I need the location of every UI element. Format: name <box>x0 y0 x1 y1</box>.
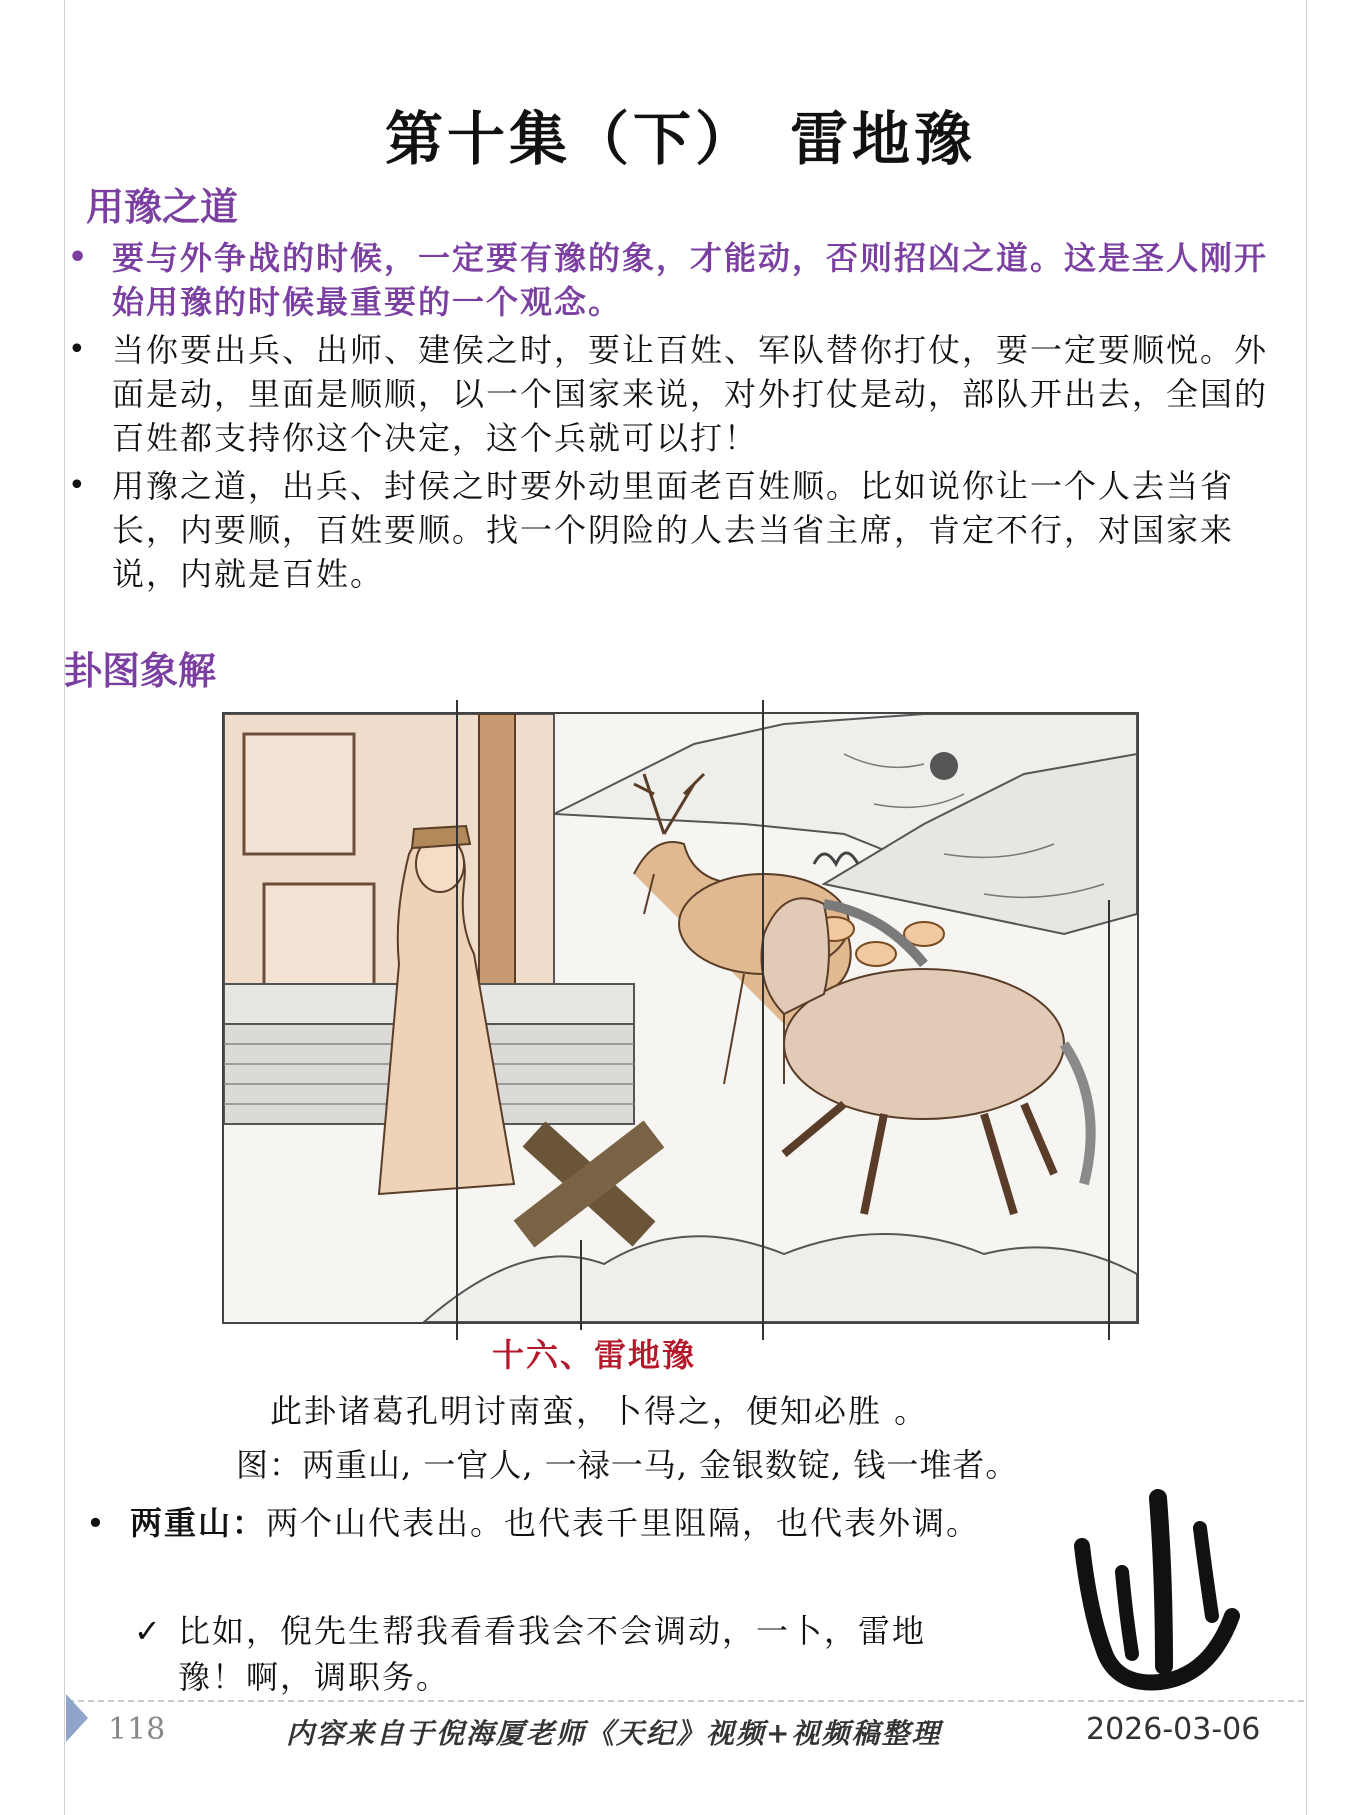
bullet-icon: • <box>68 240 90 275</box>
bullet-text: 用豫之道，出兵、封侯之时要外动里面老百姓顺。比如说你让一个人去当省长，内要顺，百姓要顺。找一个阴险的人去当省主席，肯定不行，对国家来说，内就是百姓。 <box>112 467 1235 593</box>
point-text: 两个山代表出。也代表千里阻隔，也代表外调。 <box>266 1504 981 1542</box>
bullet-icon: • <box>68 332 88 367</box>
footer-source: 内容来自于倪海厦老师《天纪》视频+视频稿整理 <box>286 1717 942 1750</box>
footer-divider <box>68 1700 1304 1702</box>
illustration-image <box>224 714 1137 1322</box>
bullet-list <box>64 236 1284 600</box>
page-border-right <box>1306 0 1307 1815</box>
checkmark-icon: ✓ <box>134 1612 163 1650</box>
list-item <box>80 1500 1010 1546</box>
list-item <box>64 328 1284 460</box>
next-page-arrow-icon[interactable] <box>66 1694 88 1742</box>
bullet-icon: • <box>68 468 88 503</box>
list-item <box>64 464 1284 596</box>
example-text: 比如，倪先生帮我看看我会不会调动，一卜，雷地豫！啊，调职务。 <box>178 1612 927 1696</box>
page-title: 第十集（下） 雷地豫 <box>384 105 976 173</box>
page-number: 118 <box>108 1712 166 1747</box>
hexagram-caption-line: 图：两重山, 一官人, 一禄一马, 金银数锭, 钱一堆者。 <box>236 1446 1019 1484</box>
example-item <box>134 1608 978 1700</box>
section-heading-illustration: 卦图象解 <box>64 648 217 693</box>
section-heading-usage: 用豫之道 <box>86 184 239 229</box>
bullet-text: 要与外争战的时候，一定要有豫的象，才能动，否则招凶之道。这是圣人刚开始用豫的时候最重要的一个观念。 <box>112 239 1269 321</box>
bullet-icon: • <box>86 1504 107 1542</box>
hexagram-line-marker <box>1108 900 1110 1340</box>
ancient-mountain-glyph-icon <box>1060 1486 1250 1696</box>
hexagram-caption-line: 此卦诸葛孔明讨南蛮，卜得之，便知必胜 。 <box>270 1392 929 1430</box>
footer-date: 2026-03-06 <box>1086 1712 1261 1747</box>
point-lead: 两重山： <box>130 1504 267 1542</box>
hexagram-caption-title: 十六、雷地豫 <box>492 1336 697 1374</box>
hexagram-line-marker <box>762 700 764 1340</box>
hexagram-line-marker <box>456 700 458 1340</box>
list-item <box>64 236 1284 324</box>
hexagram-illustration <box>222 712 1139 1324</box>
hexagram-line-marker <box>580 1240 582 1330</box>
bullet-text: 当你要出兵、出师、建侯之时，要让百姓、军队替你打仗，要一定要顺悦。外面是动，里面是顺顺，以一个国家来说，对外打仗是动，部队开出去，全国的百姓都支持你这个决定，这个兵就可以打！ <box>112 331 1269 457</box>
